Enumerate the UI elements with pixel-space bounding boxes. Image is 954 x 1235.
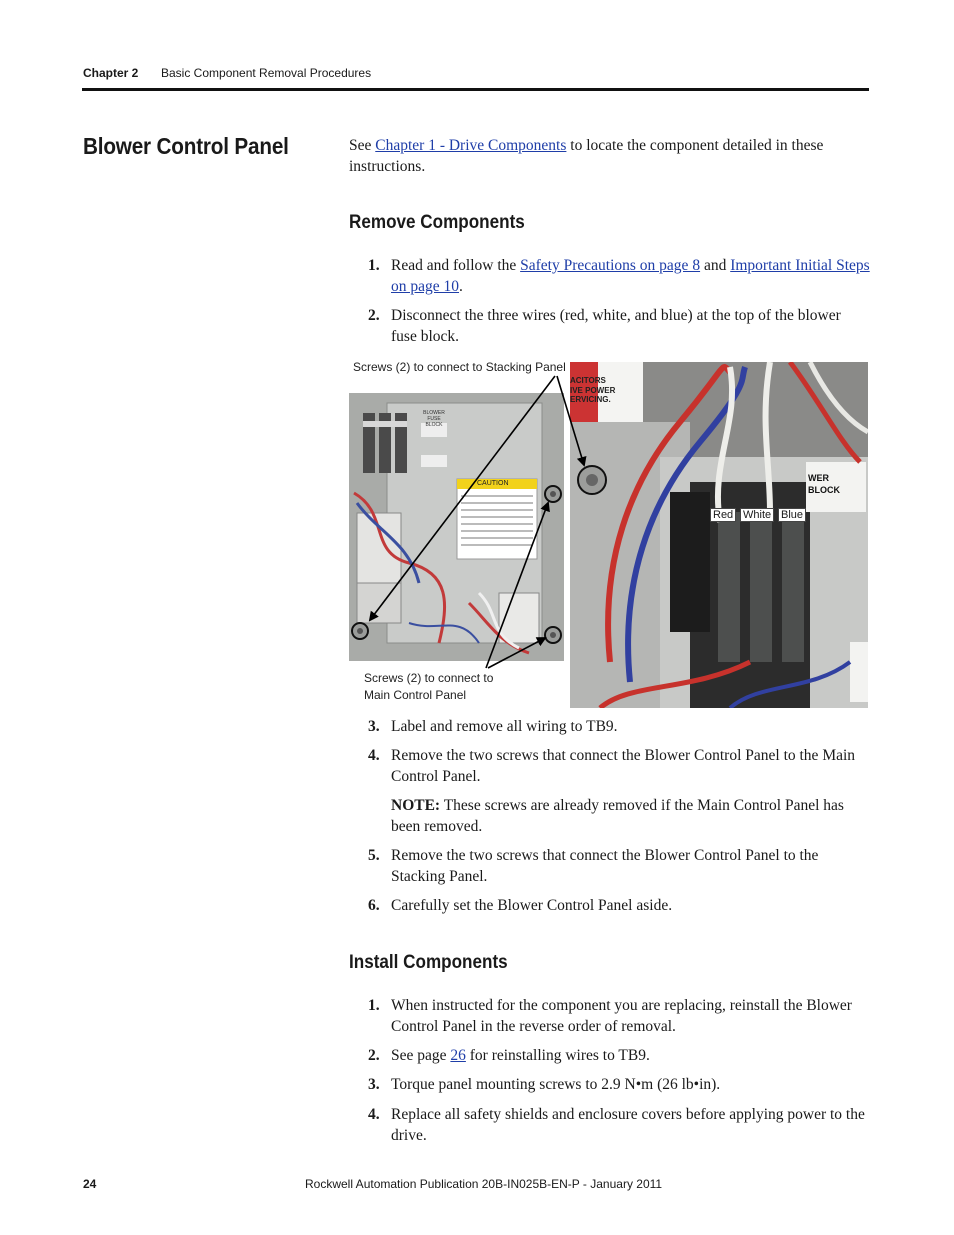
step-text: Disconnect the three wires (red, white, and blue) at the top of the blower fuse block. [391,307,841,345]
left-panel-photo [349,393,564,661]
step-text: Remove the two screws that connect the Blower Control Panel to the Stacking Panel. [391,847,819,885]
remove-components-heading: Remove Components [349,212,525,233]
note-label: NOTE: [391,797,441,814]
step-text: Read and follow the [391,257,521,274]
fuse-block-sticker-line: BLOCK [808,485,840,495]
chapter1-link[interactable]: Chapter 1 - Drive Components [375,137,567,154]
step-number: 4. [368,1106,380,1123]
right-fuse-block-photo-graphic [570,362,868,708]
figure-label-line-2: Main Control Panel [364,688,467,702]
section-title: Blower Control Panel [83,133,289,159]
safety-precautions-link[interactable]: Safety Precautions on page 8 [520,257,701,274]
publication-info: Rockwell Automation Publication 20B-IN025B-EN-P - January 2011 [305,1177,663,1191]
remove-step-6 [368,896,870,917]
page-number: 24 [83,1177,97,1191]
step-number: 3. [368,1076,380,1093]
important-initial-steps-link[interactable]: Important Initial Steps on page 10 [391,257,870,295]
wire-label-white: White [740,508,774,522]
step-text: See page [391,1047,451,1064]
intro-paragraph [349,135,869,177]
page-header [83,66,372,80]
fuse-block-sticker-line: WER [808,473,829,483]
chapter-title: Basic Component Removal Procedures [161,66,372,80]
step-text: . [459,277,463,295]
step-number: 6. [368,897,380,914]
figure-label-stacking-screws: Screws (2) to connect to Stacking Panel [353,360,566,374]
step-text: and [700,257,731,274]
header-rule [82,88,869,91]
intro-text-after: to locate the component detailed in these instructions. [349,137,824,175]
warning-line: ERVICING. [570,395,611,404]
wire-label-red: Red [710,508,736,522]
caution-label: CAUTION [477,480,509,487]
step-number: 2. [368,307,380,324]
step-text: Carefully set the Blower Control Panel aside. [391,897,673,914]
figure-label-line-1: Screws (2) to connect to [364,671,494,685]
step-text: Remove the two screws that connect the Blower Control Panel to the Main Control Panel. [391,747,856,785]
remove-step-4 [368,746,870,787]
install-step-1 [368,996,870,1037]
warning-line: ACITORS [570,376,606,385]
step-text: Replace all safety shields and enclosure covers before applying power to the drive. [391,1106,865,1144]
install-step-4 [368,1105,870,1146]
install-step-3 [368,1075,870,1096]
step-number: 2. [368,1047,380,1064]
step-text: for reinstalling wires to TB9. [465,1047,650,1064]
note-paragraph [391,796,869,837]
chapter-label: Chapter 2 [83,66,139,80]
step-number: 4. [368,747,380,764]
warning-line: IVE POWER [570,385,616,395]
step-number: 1. [368,997,380,1014]
intro-text-before: See [349,137,376,154]
install-step-2 [368,1046,870,1067]
fuse-block-sticker [808,472,840,496]
warning-label [570,376,615,405]
figure-label-main-screws [364,670,493,704]
remove-step-3 [368,717,870,738]
right-fuse-block-photo [570,362,868,708]
step-number: 1. [368,257,380,274]
note-text: These screws are already removed if the Main Control Panel has been removed. [391,797,844,835]
install-components-heading: Install Components [349,952,508,973]
step-text: When instructed for the component you are replacing, reinstall the Blower Control Panel in the reverse order of removal. [391,997,852,1035]
remove-step-5 [368,846,870,887]
left-panel-photo-graphic [349,393,564,661]
step-text: Label and remove all wiring to TB9. [391,718,618,735]
page-26-link[interactable]: 26 [450,1047,466,1064]
step-text: Torque panel mounting screws to 2.9 N•m (26 lb•in). [391,1076,721,1093]
fuse-block-label: BLOWER FUSE BLOCK [423,410,445,428]
remove-step-2 [368,306,870,347]
remove-step-1 [368,256,870,297]
step-number: 5. [368,847,380,864]
step-number: 3. [368,718,380,735]
wire-label-blue: Blue [778,508,806,522]
